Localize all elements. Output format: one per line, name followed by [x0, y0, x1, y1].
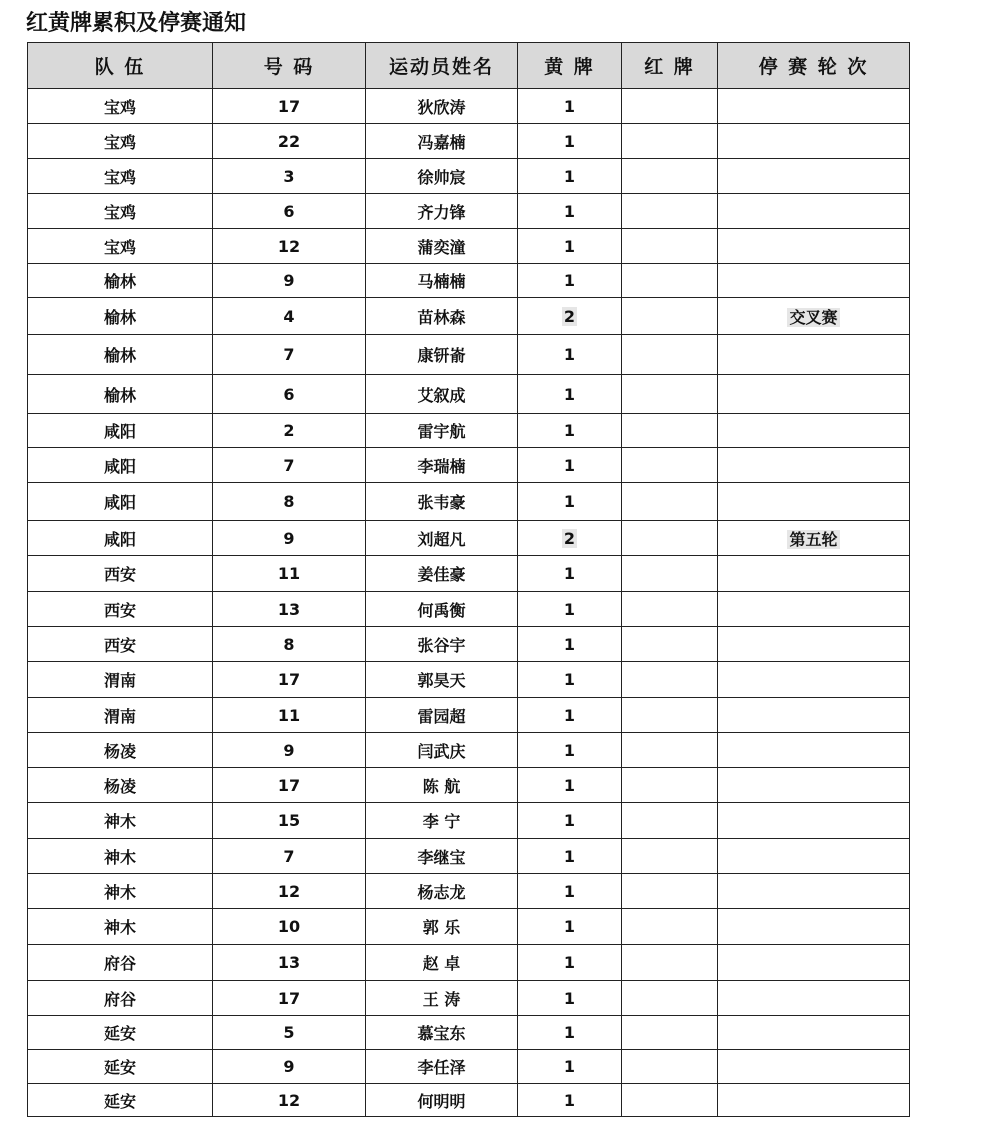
- cell-red-card: [622, 768, 718, 803]
- header-number: 号 码: [213, 43, 366, 89]
- cell-team: 神木: [28, 839, 213, 874]
- cell-yellow-card: 1: [518, 124, 622, 159]
- cell-player-name: 何禹衡: [366, 592, 518, 627]
- cell-yellow-card: 1: [518, 592, 622, 627]
- cell-suspension-round: [718, 662, 910, 698]
- cell-red-card: [622, 874, 718, 909]
- cell-player-name: 艾叙成: [366, 375, 518, 414]
- cell-yellow-card: 1: [518, 768, 622, 803]
- cell-team: 西安: [28, 627, 213, 662]
- header-row: [28, 43, 910, 89]
- cell-number: 9: [213, 521, 366, 556]
- table-row: [28, 592, 910, 627]
- cell-number: 15: [213, 803, 366, 839]
- cell-player-name: 姜佳豪: [366, 556, 518, 592]
- table-row: [28, 627, 910, 662]
- cell-team: 渭南: [28, 698, 213, 733]
- table-row: [28, 981, 910, 1016]
- table-row: [28, 1016, 910, 1050]
- cell-team: 咸阳: [28, 521, 213, 556]
- cell-number: 3: [213, 159, 366, 194]
- table-row: [28, 335, 910, 375]
- cell-red-card: [622, 194, 718, 229]
- cell-team: 延安: [28, 1084, 213, 1117]
- cell-red-card: [622, 1016, 718, 1050]
- table-row: [28, 298, 910, 335]
- cell-red-card: [622, 909, 718, 945]
- cell-red-card: [622, 556, 718, 592]
- table-row: [28, 483, 910, 521]
- cell-team: 榆林: [28, 298, 213, 335]
- table-row: [28, 556, 910, 592]
- cell-red-card: [622, 298, 718, 335]
- cell-suspension-round: [718, 1016, 910, 1050]
- table-row: [28, 521, 910, 556]
- cell-suspension-round-value: 第五轮: [789, 529, 838, 549]
- cell-number: 7: [213, 335, 366, 375]
- cell-number: 13: [213, 592, 366, 627]
- cell-suspension-round: [718, 483, 910, 521]
- cell-number: 17: [213, 981, 366, 1016]
- cell-number: 5: [213, 1016, 366, 1050]
- cell-yellow-card: 1: [518, 839, 622, 874]
- cell-number: 8: [213, 483, 366, 521]
- table-row: [28, 194, 910, 229]
- cell-red-card: [622, 229, 718, 264]
- cell-player-name: 冯嘉楠: [366, 124, 518, 159]
- cell-number: 7: [213, 448, 366, 483]
- cell-suspension-round: [718, 335, 910, 375]
- cell-player-name: 何明明: [366, 1084, 518, 1117]
- cell-yellow-card: 1: [518, 698, 622, 733]
- cell-red-card: [622, 662, 718, 698]
- table-row: [28, 448, 910, 483]
- cell-player-name: 徐帅宸: [366, 159, 518, 194]
- cell-yellow-card: [518, 521, 622, 556]
- cell-red-card: [622, 839, 718, 874]
- cell-team: 咸阳: [28, 414, 213, 448]
- cell-number: 9: [213, 1050, 366, 1084]
- cell-player-name: 杨志龙: [366, 874, 518, 909]
- cell-team: 榆林: [28, 375, 213, 414]
- table-row: [28, 803, 910, 839]
- header-red-card: 红 牌: [622, 43, 718, 89]
- cell-yellow-card-value: 2: [563, 306, 576, 326]
- cell-suspension-round: [718, 733, 910, 768]
- table-row: [28, 874, 910, 909]
- cell-number: 9: [213, 733, 366, 768]
- cell-number: 11: [213, 556, 366, 592]
- cell-team: 神木: [28, 874, 213, 909]
- table-row: [28, 1050, 910, 1084]
- cell-player-name: 雷宇航: [366, 414, 518, 448]
- cell-suspension-round: [718, 375, 910, 414]
- cell-team: 府谷: [28, 981, 213, 1016]
- cell-yellow-card: 1: [518, 909, 622, 945]
- table-row: [28, 909, 910, 945]
- cell-player-name: 郭 乐: [366, 909, 518, 945]
- table-row: [28, 662, 910, 698]
- cell-red-card: [622, 698, 718, 733]
- cell-red-card: [622, 521, 718, 556]
- cell-yellow-card: 1: [518, 1050, 622, 1084]
- cell-suspension-round: [718, 768, 910, 803]
- cell-yellow-card: 1: [518, 89, 622, 124]
- cell-player-name: 马楠楠: [366, 264, 518, 298]
- cell-team: 渭南: [28, 662, 213, 698]
- table-row: [28, 839, 910, 874]
- cell-team: 榆林: [28, 335, 213, 375]
- table-row: [28, 733, 910, 768]
- table-row: [28, 698, 910, 733]
- cell-red-card: [622, 1084, 718, 1117]
- cell-yellow-card: [518, 298, 622, 335]
- cell-team: 宝鸡: [28, 194, 213, 229]
- cell-red-card: [622, 89, 718, 124]
- cell-number: 17: [213, 768, 366, 803]
- cell-team: 西安: [28, 592, 213, 627]
- cell-player-name: 蒲奕潼: [366, 229, 518, 264]
- cell-red-card: [622, 375, 718, 414]
- cell-number: 7: [213, 839, 366, 874]
- cell-yellow-card: 1: [518, 556, 622, 592]
- cell-suspension-round: [718, 981, 910, 1016]
- cell-player-name: 齐力锋: [366, 194, 518, 229]
- cell-number: 6: [213, 375, 366, 414]
- cell-team: 延安: [28, 1016, 213, 1050]
- cell-suspension-round: [718, 124, 910, 159]
- cell-yellow-card: 1: [518, 1016, 622, 1050]
- header-suspension-round: 停 赛 轮 次: [718, 43, 910, 89]
- cell-player-name: 张韦豪: [366, 483, 518, 521]
- cell-red-card: [622, 981, 718, 1016]
- cell-team: 咸阳: [28, 448, 213, 483]
- cell-yellow-card: 1: [518, 483, 622, 521]
- cell-player-name: 李继宝: [366, 839, 518, 874]
- table-row: [28, 89, 910, 124]
- cell-suspension-round: [718, 159, 910, 194]
- cell-player-name: 李任泽: [366, 1050, 518, 1084]
- document-title: 红黄牌累积及停赛通知: [26, 11, 247, 36]
- cell-suspension-round: [718, 89, 910, 124]
- cell-player-name: 刘超凡: [366, 521, 518, 556]
- cell-suspension-round: [718, 874, 910, 909]
- cell-number: 6: [213, 194, 366, 229]
- cell-team: 杨凌: [28, 733, 213, 768]
- cell-yellow-card: 1: [518, 375, 622, 414]
- cell-suspension-round: [718, 909, 910, 945]
- table-row: [28, 768, 910, 803]
- cell-number: 9: [213, 264, 366, 298]
- cell-player-name: 郭昊天: [366, 662, 518, 698]
- cell-number: 13: [213, 945, 366, 981]
- cell-player-name: 李 宁: [366, 803, 518, 839]
- cell-number: 4: [213, 298, 366, 335]
- header-yellow-card: 黄 牌: [518, 43, 622, 89]
- cell-team: 延安: [28, 1050, 213, 1084]
- cell-suspension-round: [718, 698, 910, 733]
- cell-player-name: 赵 卓: [366, 945, 518, 981]
- cell-red-card: [622, 733, 718, 768]
- table-row: [28, 159, 910, 194]
- cell-player-name: 陈 航: [366, 768, 518, 803]
- cell-number: 12: [213, 1084, 366, 1117]
- cell-yellow-card: 1: [518, 1084, 622, 1117]
- cell-red-card: [622, 627, 718, 662]
- table-row: [28, 1084, 910, 1117]
- cell-yellow-card: 1: [518, 414, 622, 448]
- cell-suspension-round: [718, 1084, 910, 1117]
- cell-yellow-card: 1: [518, 945, 622, 981]
- cell-yellow-card: 1: [518, 981, 622, 1016]
- cell-suspension-round: [718, 298, 910, 335]
- cell-red-card: [622, 335, 718, 375]
- cell-suspension-round: [718, 229, 910, 264]
- header-player-name: 运动员姓名: [366, 43, 518, 89]
- cell-yellow-card: 1: [518, 194, 622, 229]
- table-row: [28, 375, 910, 414]
- cell-red-card: [622, 414, 718, 448]
- cell-yellow-card: 1: [518, 874, 622, 909]
- cell-number: 10: [213, 909, 366, 945]
- cell-number: 8: [213, 627, 366, 662]
- cell-red-card: [622, 803, 718, 839]
- cell-team: 宝鸡: [28, 124, 213, 159]
- cell-player-name: 慕宝东: [366, 1016, 518, 1050]
- cell-suspension-round: [718, 414, 910, 448]
- cell-number: 17: [213, 662, 366, 698]
- cell-suspension-round: [718, 839, 910, 874]
- cell-red-card: [622, 483, 718, 521]
- cell-yellow-card: 1: [518, 448, 622, 483]
- cell-suspension-round-value: 交叉赛: [789, 307, 838, 327]
- cell-suspension-round: [718, 556, 910, 592]
- table-row: [28, 264, 910, 298]
- cell-red-card: [622, 264, 718, 298]
- cards-table: [27, 42, 910, 1117]
- cell-red-card: [622, 124, 718, 159]
- cell-player-name: 李瑞楠: [366, 448, 518, 483]
- cell-red-card: [622, 448, 718, 483]
- cell-red-card: [622, 592, 718, 627]
- cell-number: 12: [213, 229, 366, 264]
- cell-player-name: 雷园超: [366, 698, 518, 733]
- cell-team: 神木: [28, 803, 213, 839]
- cell-team: 榆林: [28, 264, 213, 298]
- cell-yellow-card: 1: [518, 803, 622, 839]
- cell-red-card: [622, 945, 718, 981]
- cell-player-name: 王 涛: [366, 981, 518, 1016]
- cell-suspension-round: [718, 945, 910, 981]
- cell-yellow-card: 1: [518, 159, 622, 194]
- cell-red-card: [622, 1050, 718, 1084]
- cell-number: 11: [213, 698, 366, 733]
- cell-team: 宝鸡: [28, 89, 213, 124]
- cell-player-name: 康钘嵛: [366, 335, 518, 375]
- cell-yellow-card: 1: [518, 662, 622, 698]
- header-team: 队 伍: [28, 43, 213, 89]
- cell-team: 神木: [28, 909, 213, 945]
- cell-suspension-round: [718, 264, 910, 298]
- cell-suspension-round: [718, 803, 910, 839]
- cell-yellow-card: 1: [518, 627, 622, 662]
- cell-player-name: 闫武庆: [366, 733, 518, 768]
- cell-suspension-round: [718, 1050, 910, 1084]
- cell-suspension-round: [718, 521, 910, 556]
- cell-yellow-card-value: 2: [563, 528, 576, 548]
- cell-team: 宝鸡: [28, 159, 213, 194]
- cell-team: 府谷: [28, 945, 213, 981]
- cell-team: 西安: [28, 556, 213, 592]
- cell-suspension-round: [718, 194, 910, 229]
- cell-red-card: [622, 159, 718, 194]
- cell-number: 17: [213, 89, 366, 124]
- table-row: [28, 229, 910, 264]
- cell-yellow-card: 1: [518, 733, 622, 768]
- cell-suspension-round: [718, 448, 910, 483]
- cell-suspension-round: [718, 592, 910, 627]
- cell-number: 2: [213, 414, 366, 448]
- table-row: [28, 414, 910, 448]
- cell-yellow-card: 1: [518, 264, 622, 298]
- cell-team: 咸阳: [28, 483, 213, 521]
- cell-yellow-card: 1: [518, 229, 622, 264]
- cell-suspension-round: [718, 627, 910, 662]
- table-row: [28, 945, 910, 981]
- cell-player-name: 狄欣涛: [366, 89, 518, 124]
- cell-player-name: 张谷宇: [366, 627, 518, 662]
- table-body: [28, 89, 910, 1117]
- table-row: [28, 124, 910, 159]
- table-header: [28, 43, 910, 89]
- cell-team: 杨凌: [28, 768, 213, 803]
- cell-team: 宝鸡: [28, 229, 213, 264]
- cell-yellow-card: 1: [518, 335, 622, 375]
- cell-number: 22: [213, 124, 366, 159]
- cell-player-name: 苗林森: [366, 298, 518, 335]
- cell-number: 12: [213, 874, 366, 909]
